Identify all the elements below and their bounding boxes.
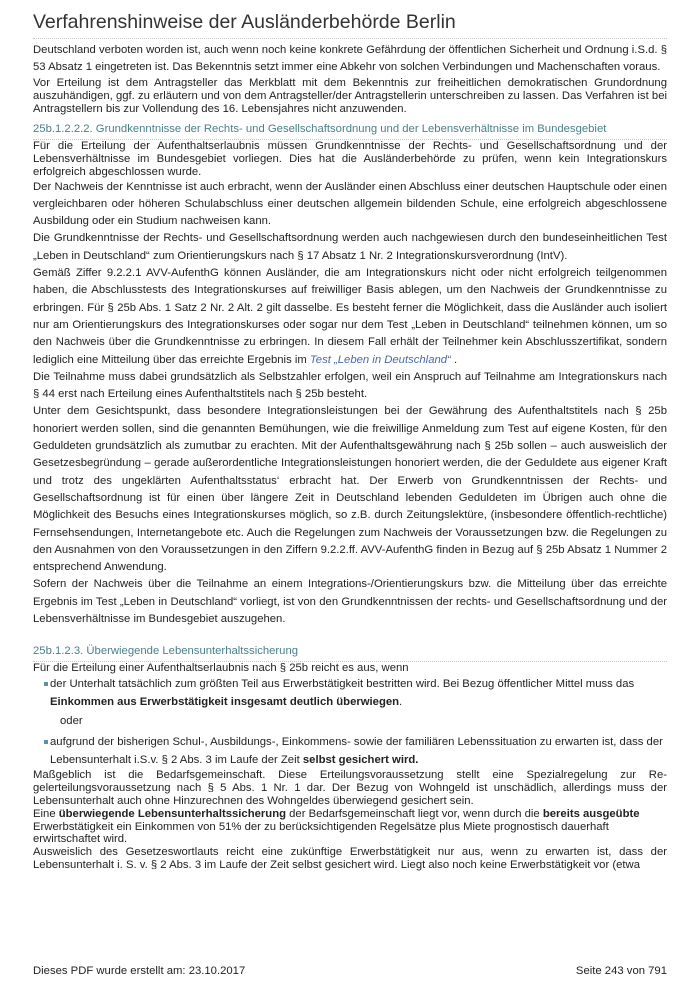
list-item-bold-text: Einkommen aus Erwerbstätigkeit insgesamt deutlich überwiegen	[50, 696, 400, 709]
square-bullet-icon	[44, 682, 48, 686]
or-text: oder	[60, 715, 83, 728]
paragraph-text: Gemäß Ziffer 9.2.2.1 AVV-AufenthG können Ausländer, die am Integrationskurs nicht oder nicht erfolgreich teilgenommen haben, die Abschlusstests des Integrationskurses auf freiwilliger Basis ablegen, um den Nachweis der Grundkenntnisse zu erbringen. Für § 25b Abs. 1 Satz 2 Nr. 2 Alt. 2 gilt dasselbe. Es besteht ferner die Möglichkeit, dass die Ausländer auch isoliert nur am Orientierungskurs des Integrationskurses oder sogar nur dem Test „Leben in Deutschland“ teilnehmen können, um so den Nachweis über die Grundkenntnisse zu erbringen. In diesem Fall erhält der Teilnehmer kein Abschlusszertifikat, sondern lediglich eine Mitteilung über das erreichte Ergebnis im	[33, 267, 667, 366]
paragraph: Deutschland verboten worden ist, auch wenn noch keine konkrete Gefährdung der öffentlichen Sicherheit und Ordnung i.S.d. § 53 Absatz 1 eingetreten ist. Das Bekenntnis setzt immer eine Abkehr von solchen Verbindungen und Machenschaften voraus.	[33, 44, 667, 74]
paragraph: Die Grundkenntnisse der Rechts- und Gesellschaftsordnung werden auch nachgewiesen durch den bundeseinheitlichen Test „Leben in Deutschland“ zum Orientierungskurs nach § 17 Absatz 1 Nr. 2 Integrationskursverordnung (IntV).	[33, 232, 667, 262]
paragraph-bold-text: überwiegende Lebensunterhaltssicherung	[58, 807, 286, 820]
paragraph: Für die Erteilung der Aufenthaltserlaubnis müssen Grundkenntnisse der Rechts- und Gesellschaftsordnung und der Lebensverhältnisse im Bundesgebiet vorliegen. Dies hat die Ausländerbehörde zu prüfen, wenn kein Integrationskurs erfolgreich abgeschlossen wurde.	[33, 139, 667, 178]
paragraph	[33, 265, 667, 369]
paragraph: Sofern der Nachweis über die Teilnahme an einem Integrations-/Orientierungskurs bzw. die Mitteilung über das erreichte Ergebnis im Test „Leben in Deutschland“ vorliegt, ist von den Grundkenntnissen der rechts- und Gesellschaftsordnung und der Lebensverhältnisse im Bundesgebiet auszugehen.	[33, 578, 667, 626]
paragraph: Unter dem Gesichtspunkt, dass besondere Integrationsleistungen bei der Gewährung des Aufenthaltstitels nach § 25b honoriert werden sollen, sind die genannten Bemühungen, wie die freiwillige Anmeldung zum Test auf eigene Kosten, für den Geduldeten grundsätzlich als zumutbar zu erachten. Mit der Aufenthaltsgewährung nach § 25b sollen – auch ausweislich der Gesetzesbegründung – gerade außerordentliche Integrationsleistungen honoriert werden, die der Geduldete aus eigener Kraft und trotz des ungeklärten Aufenthaltsstatus‘ erbracht hat. Der Erwerb von Grundkenntnissen der Rechts- und Gesellschaftsordnung ist für einen über längere Zeit in Deutschland lebenden Geduldeten im Übrigen auch ohne die Möglichkeit des Besuchs eines Integrationskurses möglich, so z.B. durch Zeitungslektüre, (insbesondere öffentlich-rechtliche) Fernsehsendungen, Internetangebote etc. Auch die Regelungen zum Nachweis der Voraussetzungen bzw. die Regelungen zu den Ausnahmen von den Voraussetzungen in den Ziffern 9.2.2.ff. AVV-AufenthG finden in Bezug auf § 25b Absatz 1 Nummer 2 entsprechend Anwendung.	[33, 405, 667, 574]
paragraph: Ausweislich des Gesetzeswortlauts reicht eine zukünftige Erwerbstätigkeit nur aus, wenn zu erwarten ist, dass der Lebensunterhalt i. S. v. § 2 Abs. 3 im Laufe der Zeit selbst gesichert wird. Liegt also noch keine Erwerbstätigkeit vor (etwa	[33, 846, 667, 871]
paragraph-text: .	[450, 353, 458, 366]
paragraph-text: Erwerbstätigkeit ein Einkommen von 51% der zu berücksichtigenden Regelsätze plus Miete prognostisch dauerhaft erwirtschaftet wird.	[33, 820, 609, 846]
paragraph: Für die Erteilung einer Aufenthaltserlaubnis nach § 25b reicht es aus, wenn	[33, 662, 409, 675]
list-item	[33, 733, 667, 769]
page-title: Verfahrenshinweise der Ausländerbehörde Berlin	[33, 10, 667, 39]
bullet-list	[33, 675, 667, 711]
paragraph-text: Eine	[33, 807, 59, 820]
list-item-text: aufgrund der bisherigen Schul-, Ausbildungs-, Einkommens- sowie der familiären Lebenssituation zu erwarten ist, dass der Lebensunterhalt i.S.v. § 2 Abs. 3 im Laufe der Zeit	[50, 736, 663, 767]
list-item-text: .	[399, 696, 403, 709]
list-item	[33, 675, 667, 711]
section-heading: 25b.1.2.2.2. Grundkenntnisse der Rechts- und Gesellschaftsordnung und der Lebensverhältnisse im Bundesgebiet	[33, 121, 667, 140]
paragraph: Die Teilnahme muss dabei grundsätzlich als Selbstzahler erfolgen, weil ein Anspruch auf Teilnahme am Integrationskurs nach § 44 erst nach Erteilung eines Aufenthaltstitels nach § 25b besteht.	[33, 370, 667, 401]
paragraph	[33, 808, 667, 846]
list-item-text: der Unterhalt tatsächlich zum größten Teil aus Erwerbstätigkeit bestritten wird. Bei Bezug öffentlicher Mittel muss das	[50, 678, 635, 691]
list-item-bold-text: selbst gesichert wird.	[302, 754, 419, 767]
section-heading: 25b.1.2.3. Überwiegende Lebensunterhaltssicherung	[33, 643, 667, 662]
paragraph-bold-text: bereits ausgeübte	[542, 807, 640, 820]
paragraph: Vor Erteilung ist dem Antragsteller das Merkblatt mit dem Bekenntnis zur freiheitlichen demokratischen Grundordnung auszuhändigen, ggf. zu erläutern und von dem Antragsteller/der Antragstellerin unterschreiben zu lassen. Das Verfahren ist bei Antragstellern bis zur Vollendung des 16. Lebensjahres nicht anzuwenden.	[33, 76, 667, 115]
square-bullet-icon	[44, 740, 48, 744]
document-body	[33, 42, 667, 872]
paragraph: Der Nachweis der Kenntnisse ist auch erbracht, wenn der Ausländer einen Abschluss einer deutschen Hauptschule oder einen vergleichbaren oder höheren Schulabschluss einer deutschen allgemein bildenden Schule, eine erfolgreich abgeschlossene Ausbildung oder ein Studium nachweisen kann.	[33, 180, 667, 228]
footer-created-date: Dieses PDF wurde erstellt am: 23.10.2017	[33, 965, 246, 977]
footer-page-number: Seite 243 von 791	[575, 965, 667, 977]
paragraph-text: der Bedarfsgemeinschaft liegt vor, wenn durch die	[286, 807, 543, 820]
test-leben-in-deutschland-link[interactable]: Test „Leben in Deutschland“	[309, 353, 451, 366]
bullet-list	[33, 733, 667, 769]
paragraph: Maßgeblich ist die Bedarfsgemeinschaft. Diese Erteilungsvoraussetzung stellt eine Spezialregelung zur Re-gelerteilungsvoraussetzung nach § 5 Abs. 1 Nr. 1 dar. Der Bezug von Wohngeld ist unschädlich, allerdings muss der Lebensunterhalt auch ohne Hinzurechnen des Wohngeldes überwiegend gesichert sein.	[33, 769, 667, 807]
